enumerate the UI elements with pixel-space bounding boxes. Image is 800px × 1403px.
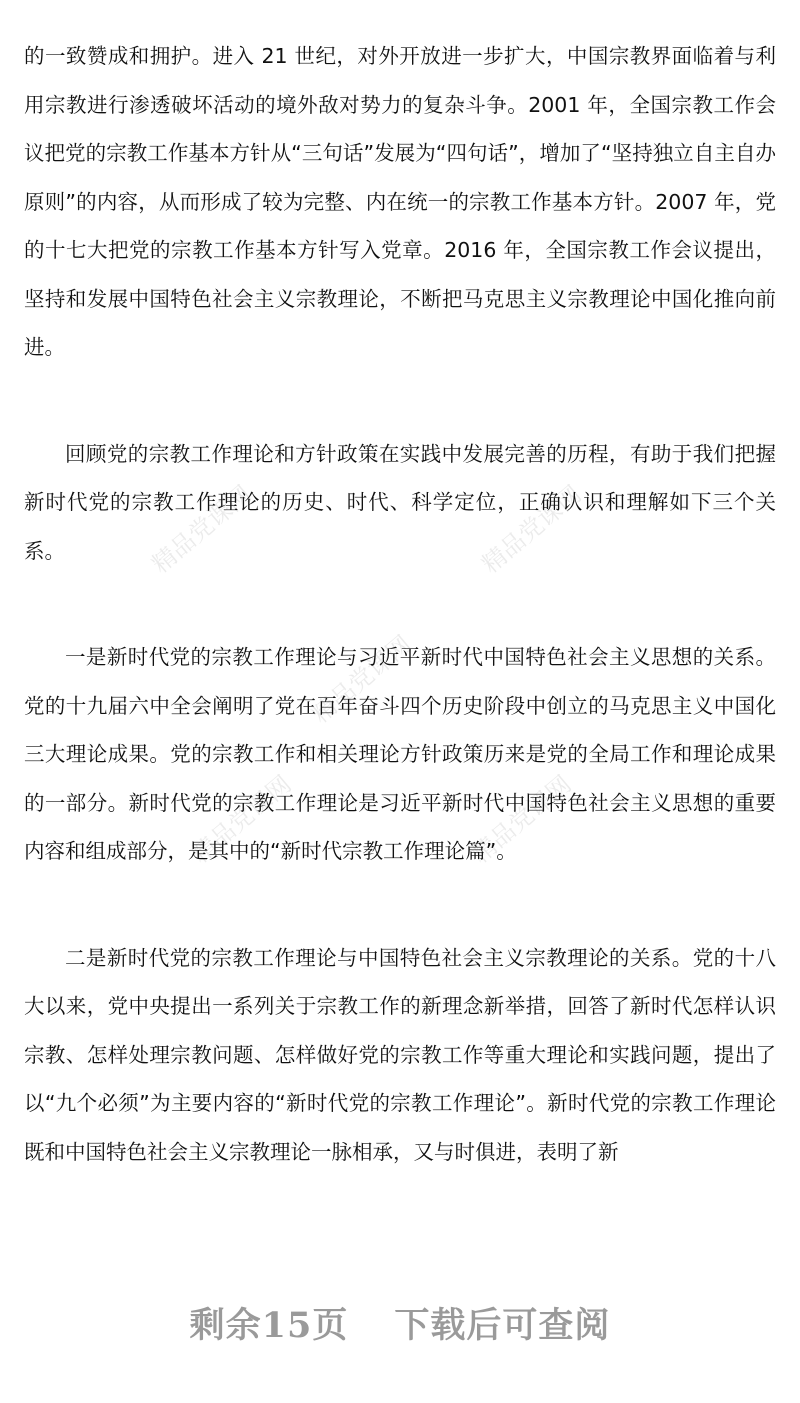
- watermark-text: 精品党课网: [466, 770, 577, 869]
- paragraph-relation-one: 一是新时代党的宗教工作理论与习近平新时代中国特色社会主义思想的关系。党的十九届六中全会阐明了党在百年奋斗四个历史阶段中创立的马克思主义中国化三大理论成果。党的宗教工作和相关理论方针政策历来是党的全局工作和理论成果的一部分。新时代党的宗教工作理论是习近平新时代中国特色社会主义思想的重要内容和组成部分，是其中的“新时代宗教工作理论篇”。: [24, 645, 776, 863]
- paragraph-review: 回顾党的宗教工作理论和方针政策在实践中发展完善的历程，有助于我们把握新时代党的宗教工作理论的历史、时代、科学定位，正确认识和理解如下三个关系。: [24, 441, 776, 563]
- watermark-text: 精品党课网: [306, 630, 417, 729]
- document-body: [24, 32, 776, 1234]
- download-to-view-label[interactable]: 下载后可查阅: [394, 1305, 611, 1346]
- download-prompt-banner[interactable]: [0, 1298, 800, 1348]
- watermark-text: 精品党课网: [146, 480, 257, 579]
- paragraph-relation-two: 二是新时代党的宗教工作理论与中国特色社会主义宗教理论的关系。党的十八大以来，党中央提出一系列关于宗教工作的新理念新举措，回答了新时代怎样认识宗教、怎样处理宗教问题、怎样做好党的宗教工作等重大理论和实践问题，提出了以“九个必须”为主要内容的“新时代党的宗教工作理论”。新时代党的宗教工作理论既和中国特色社会主义宗教理论一脉相承，又与时俱进，表明了新: [24, 945, 776, 1164]
- remaining-pages-label[interactable]: 剩余15页: [189, 1305, 349, 1346]
- watermark-text: 精品党课网: [476, 480, 587, 579]
- paragraph-continued: 的一致赞成和拥护。进入 21 世纪，对外开放进一步扩大，中国宗教界面临着与利用宗教进行渗透破坏活动的境外敌对势力的复杂斗争。2001 年，全国宗教工作会议把党的宗教工作基本方针从“三句话”发展为“四句话”，增加了“坚持独立自主自办原则”的内容，从而形成了较为完整、内在统一的宗教工作基本方针。2007 年，党的十七大把党的宗教工作基本方针写入党章。2016 年，全国宗教工作会议提出，坚持和发展中国特色社会主义宗教理论，不断把马克思主义宗教理论中国化推向前进。: [24, 44, 776, 359]
- watermark-text: 精品党课网: [186, 770, 297, 869]
